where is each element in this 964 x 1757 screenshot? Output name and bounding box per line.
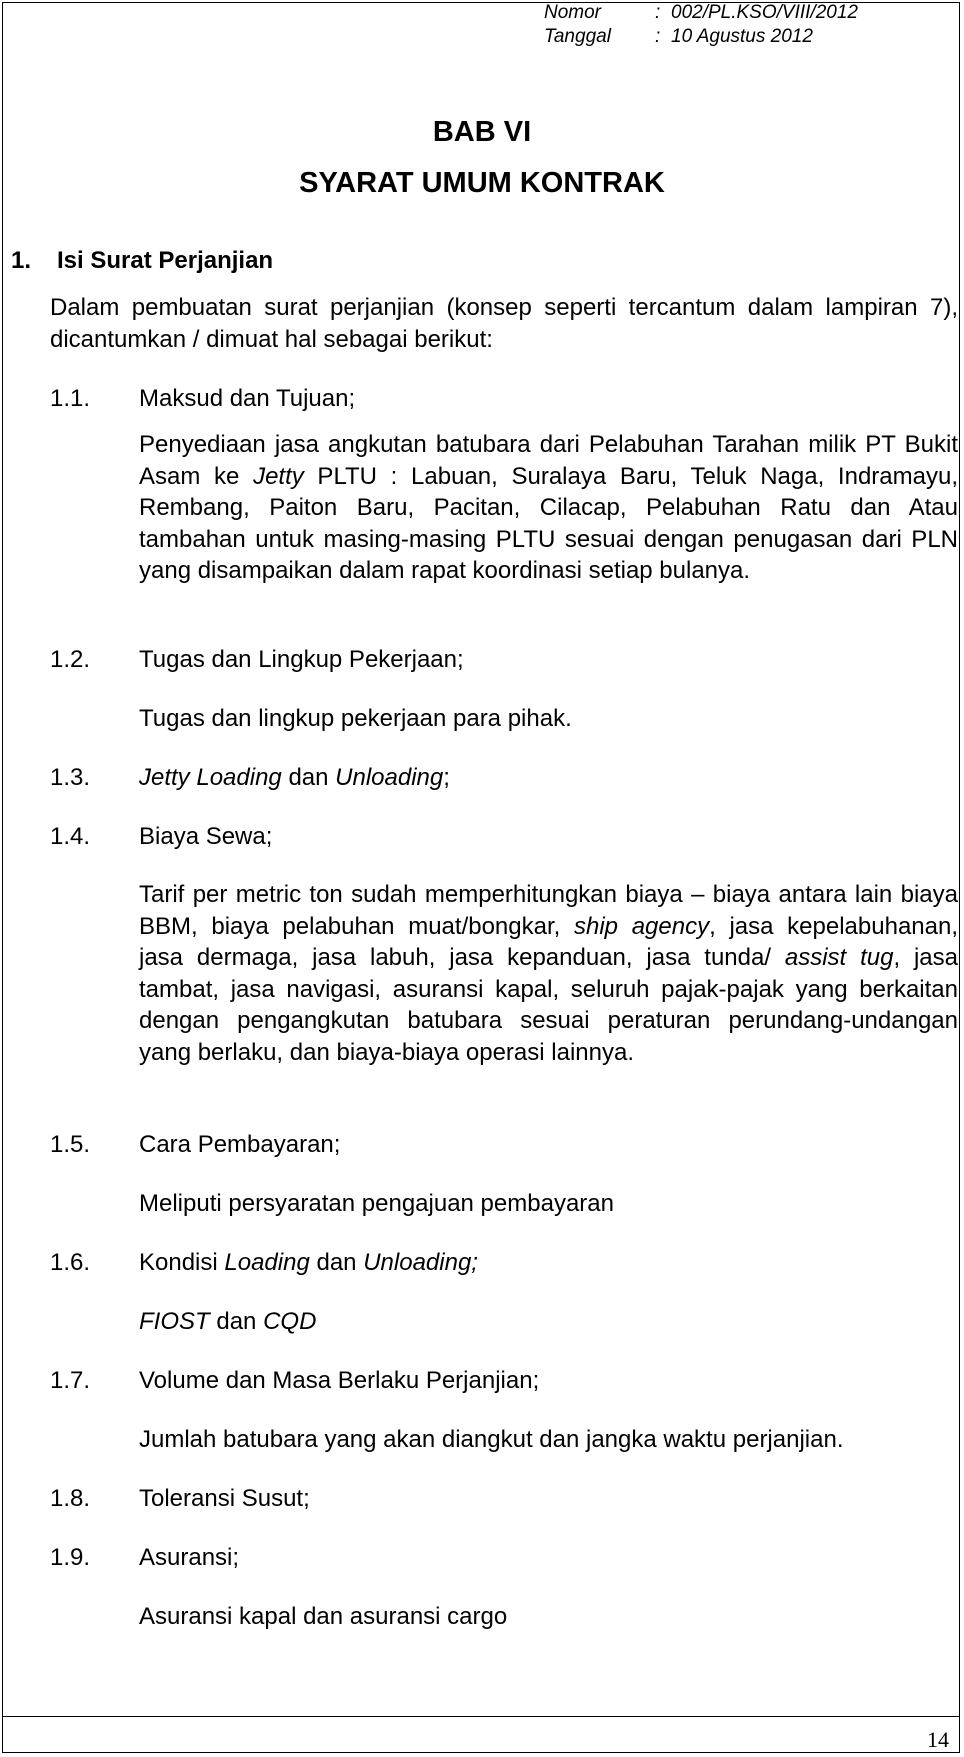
- chapter-title: BAB VI: [432, 116, 532, 148]
- item-number: 1.5.: [50, 1131, 91, 1158]
- item-1-7: [50, 1367, 539, 1395]
- label-part: dan: [281, 764, 336, 791]
- tanggal-label: Tanggal: [544, 26, 611, 47]
- section-intro: Dalam pembuatan surat perjanjian (konsep seperti tercantum dalam lampiran 7), dicantumkan / dimuat hal sebagai berikut:: [50, 294, 958, 353]
- chapter-subtitle: SYARAT UMUM KONTRAK: [299, 167, 665, 199]
- item-number: 1.7.: [50, 1367, 91, 1394]
- item-1-1-description: [139, 429, 958, 587]
- item-label: Biaya Sewa;: [139, 823, 273, 850]
- item-1-4-description: [139, 879, 958, 1068]
- tanggal-colon: :: [655, 26, 661, 47]
- section-number: 1.: [11, 247, 32, 274]
- desc-part: Tarif per metric ton sudah memperhitungkan biaya – biaya antara lain biaya BBM, biaya pelabuhan muat/bongkar,: [139, 881, 958, 940]
- item-number: 1.9.: [50, 1544, 91, 1571]
- item-1-2: [50, 646, 464, 674]
- desc-part: Penyediaan jasa angkutan batubara dari Pelabuhan Tarahan milik PT Bukit Asam ke: [139, 431, 958, 490]
- nomor-colon: :: [655, 2, 661, 23]
- item-1-5: [50, 1131, 340, 1159]
- item-number: 1.2.: [50, 646, 91, 673]
- nomor-label: Nomor: [544, 2, 602, 23]
- item-number: 1.3.: [50, 764, 91, 791]
- item-1-6: [50, 1249, 478, 1277]
- item-number: 1.1.: [50, 385, 91, 412]
- desc-part: dan: [209, 1308, 264, 1335]
- desc-part: , jasa tambat, jasa navigasi, asuransi kapal, seluruh pajak-pajak yang berkaitan dengan pengangkutan batubara sesuai peraturan perundang-undangan yang berlaku, dan biaya-biaya operasi lainnya.: [139, 944, 958, 1066]
- item-1-5-description: Meliputi persyaratan pengajuan pembayaran: [139, 1190, 614, 1217]
- label-part: dan: [309, 1249, 364, 1276]
- label-italic: Jetty Loading: [139, 764, 282, 791]
- label-part: ;: [443, 764, 450, 791]
- footer-rule: [3, 1716, 959, 1717]
- page-number: 14: [927, 1727, 949, 1752]
- section-heading: [11, 247, 273, 275]
- section-title: Isi Surat Perjanjian: [57, 247, 274, 274]
- item-number: 1.6.: [50, 1249, 91, 1276]
- item-label: Toleransi Susut;: [139, 1485, 310, 1512]
- desc-italic-jetty: Jetty: [253, 462, 304, 490]
- desc-part: PLTU : Labuan, Suralaya Baru, Teluk Naga, Indramayu, Rembang, Paiton Baru, Pacitan, Cilacap, Pelabuhan Ratu dan Atau tambahan untuk masing-masing PLTU sesuai dengan penugasan dari PLN yang disampaikan dalam rapat koordinasi setiap bulanya.: [139, 462, 958, 584]
- item-1-4: [50, 823, 272, 851]
- item-label: Asuransi;: [139, 1544, 240, 1571]
- item-1-7-description: Jumlah batubara yang akan diangkut dan jangka waktu perjanjian.: [139, 1426, 844, 1453]
- document-page: [2, 2, 960, 1753]
- item-1-2-description: Tugas dan lingkup pekerjaan para pihak.: [139, 705, 572, 732]
- desc-italic-assist-tug: assist tug: [784, 944, 894, 971]
- item-1-6-description: [139, 1308, 316, 1336]
- item-number: 1.8.: [50, 1485, 91, 1512]
- desc-part: , jasa kepelabuhanan, jasa dermaga, jasa labuh, jasa kepanduan, jasa tunda/: [139, 912, 958, 971]
- header-tanggal: [544, 26, 813, 48]
- label-italic: Unloading;: [363, 1249, 478, 1276]
- label-part: Kondisi: [139, 1249, 225, 1276]
- item-number: 1.4.: [50, 823, 91, 850]
- item-label: Cara Pembayaran;: [139, 1131, 341, 1158]
- item-label: Tugas dan Lingkup Pekerjaan;: [139, 646, 464, 673]
- desc-italic-ship-agency: ship agency: [574, 912, 710, 940]
- item-1-9-description: Asuransi kapal dan asuransi cargo: [139, 1603, 508, 1630]
- label-italic: Loading: [224, 1249, 310, 1276]
- item-label: Volume dan Masa Berlaku Perjanjian;: [139, 1367, 540, 1394]
- item-1-3: [50, 764, 450, 792]
- item-1-9: [50, 1544, 239, 1572]
- item-1-1: [50, 385, 355, 413]
- item-1-8: [50, 1485, 310, 1513]
- item-label: Maksud dan Tujuan;: [139, 385, 356, 412]
- label-italic: Unloading: [335, 764, 444, 791]
- desc-italic: CQD: [263, 1308, 317, 1335]
- tanggal-value: 10 Agustus 2012: [671, 26, 813, 47]
- desc-italic: FIOST: [139, 1308, 210, 1335]
- nomor-value: 002/PL.KSO/VIII/2012: [671, 2, 858, 23]
- header-nomor: [544, 2, 858, 24]
